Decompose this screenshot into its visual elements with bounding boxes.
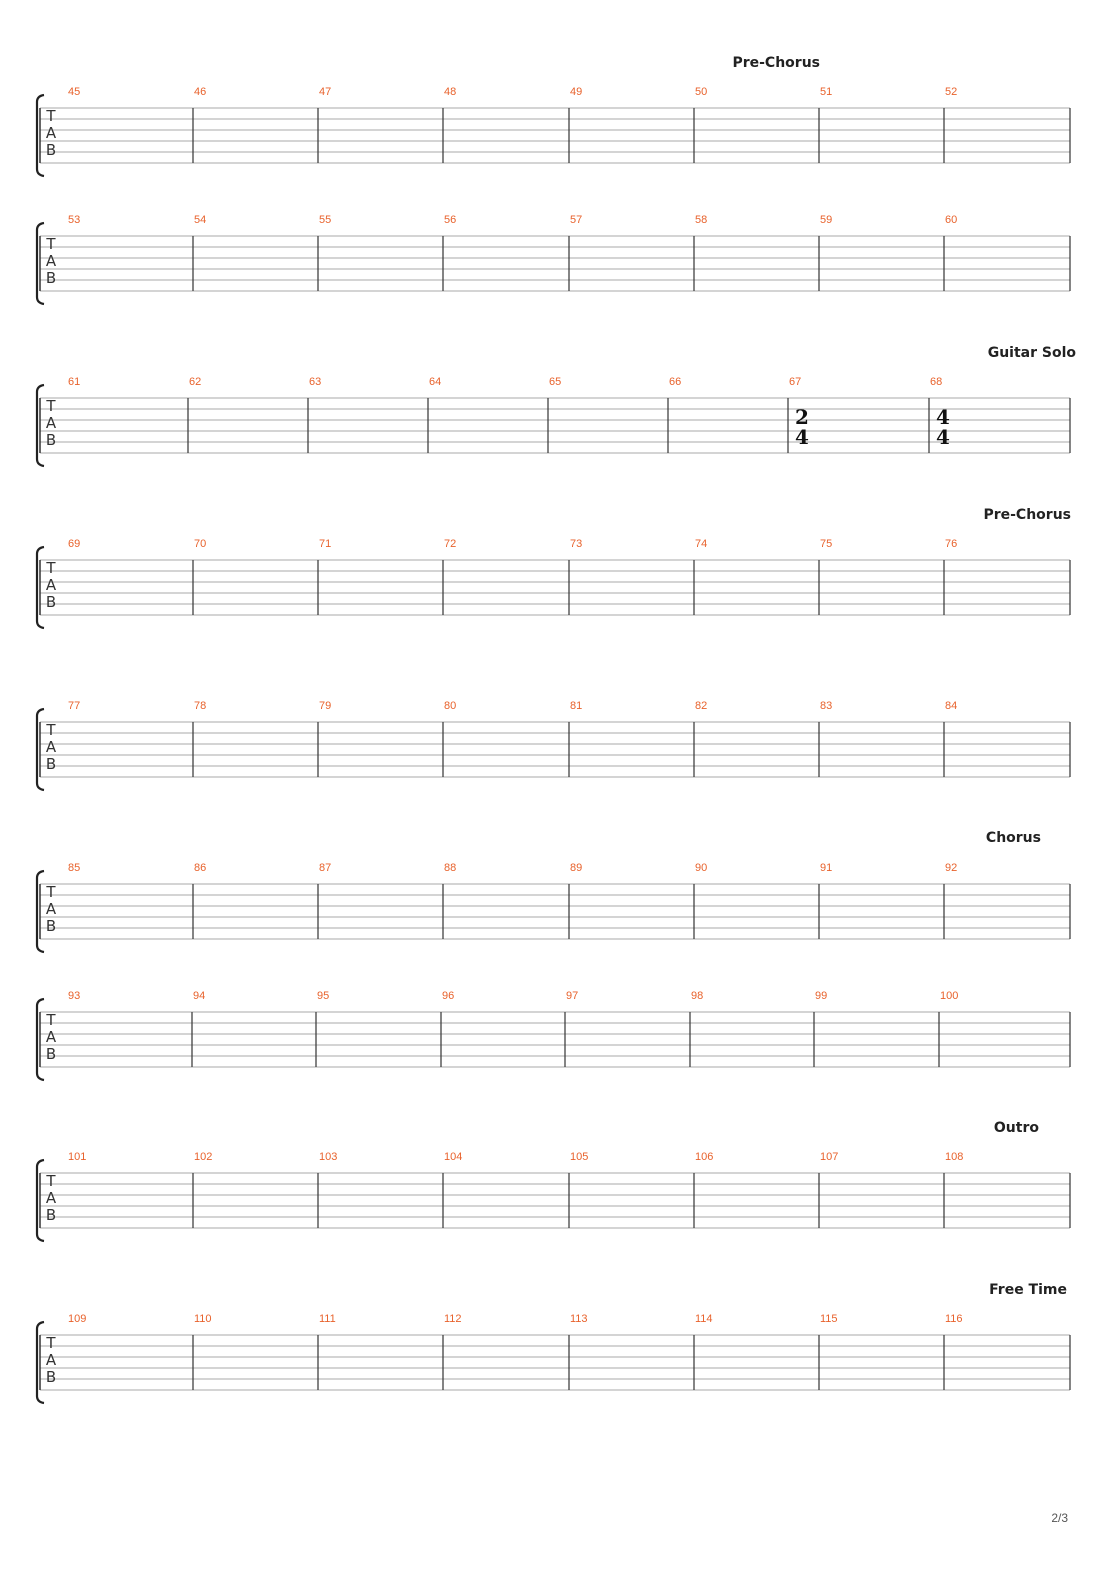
tab-clef-letter: A [45, 738, 57, 756]
tab-system [37, 1282, 1070, 1403]
measure-number: 111 [319, 1313, 336, 1325]
measure-number: 113 [570, 1313, 588, 1325]
measure-number: 75 [820, 538, 833, 550]
measure-number: 66 [669, 376, 682, 388]
measure-number: 57 [570, 214, 583, 226]
measure-number: 112 [444, 1313, 462, 1325]
page-number: 2/3 [1051, 1511, 1068, 1525]
measure-number: 90 [695, 862, 708, 874]
measure-number: 46 [194, 86, 207, 98]
measure-number: 99 [815, 990, 828, 1002]
tab-clef-letter: T [46, 1334, 56, 1352]
measure-number: 79 [319, 700, 332, 712]
tab-clef-letter: A [45, 124, 57, 142]
tab-clef-letter: A [45, 1028, 57, 1046]
measure-number: 61 [68, 376, 81, 388]
measure-number: 69 [68, 538, 81, 550]
measure-number: 74 [695, 538, 708, 550]
measure-number: 51 [820, 86, 833, 98]
section-label: Free Time [989, 1282, 1067, 1298]
tab-clef-letter: T [46, 235, 56, 253]
measure-number: 96 [442, 990, 455, 1002]
tab-clef-letter: T [46, 559, 56, 577]
measure-number: 59 [820, 214, 833, 226]
measure-number: 53 [68, 214, 81, 226]
measure-number: 56 [444, 214, 457, 226]
measure-number: 54 [194, 214, 207, 226]
tab-clef-letter: T [46, 397, 56, 415]
measure-number: 81 [570, 700, 583, 712]
measure-number: 114 [695, 1313, 713, 1325]
measure-number: 58 [695, 214, 708, 226]
tab-system [37, 345, 1076, 466]
measure-number: 107 [820, 1151, 839, 1163]
section-label: Chorus [985, 830, 1041, 846]
measure-number: 110 [194, 1313, 212, 1325]
measure-number: 94 [193, 990, 206, 1002]
measure-number: 55 [319, 214, 332, 226]
measure-number: 49 [570, 86, 583, 98]
time-signature-bottom: 4 [795, 425, 809, 449]
measure-number: 98 [691, 990, 704, 1002]
measure-number: 78 [194, 700, 207, 712]
tab-clef-letter: A [45, 900, 57, 918]
measure-number: 105 [570, 1151, 589, 1163]
measure-number: 68 [930, 376, 943, 388]
measure-number: 77 [68, 700, 81, 712]
measure-number: 109 [68, 1313, 87, 1325]
measure-number: 50 [695, 86, 708, 98]
tab-clef-letter: T [46, 1172, 56, 1190]
measure-number: 67 [789, 376, 802, 388]
tab-clef-letter: B [45, 269, 57, 287]
tab-clef-letter: A [45, 1351, 57, 1369]
tab-clef-letter: B [45, 1368, 57, 1386]
measure-number: 86 [194, 862, 207, 874]
measure-number: 91 [820, 862, 833, 874]
tab-clef-letter: B [45, 1045, 57, 1063]
tab-clef-letter: A [45, 1189, 57, 1207]
tab-clef-letter: A [45, 576, 57, 594]
measure-number: 73 [570, 538, 583, 550]
tab-clef-letter: B [45, 917, 57, 935]
time-signature-top: 2 [795, 405, 809, 429]
section-label: Pre-Chorus [983, 507, 1071, 523]
measure-number: 95 [317, 990, 330, 1002]
measure-number: 84 [945, 700, 958, 712]
measure-number: 83 [820, 700, 833, 712]
measure-number: 89 [570, 862, 583, 874]
measure-number: 82 [695, 700, 708, 712]
measure-number: 62 [189, 376, 202, 388]
time-signature [795, 405, 809, 449]
measure-number: 116 [945, 1313, 963, 1325]
measure-number: 45 [68, 86, 81, 98]
section-label: Guitar Solo [987, 345, 1076, 361]
measure-number: 71 [319, 538, 332, 550]
measure-number: 76 [945, 538, 958, 550]
tab-system [37, 1120, 1070, 1241]
tab-clef-letter: B [45, 431, 57, 449]
tab-clef-letter: B [45, 755, 57, 773]
tab-clef-letter: T [46, 1011, 56, 1029]
measure-number: 64 [429, 376, 442, 388]
measure-number: 70 [194, 538, 207, 550]
tab-clef-letter: A [45, 414, 57, 432]
measure-number: 48 [444, 86, 457, 98]
time-signature [936, 405, 950, 449]
measure-number: 108 [945, 1151, 964, 1163]
tab-clef-letter: B [45, 1206, 57, 1224]
tab-clef-letter: B [45, 593, 57, 611]
measure-number: 100 [940, 990, 959, 1002]
measure-number: 72 [444, 538, 457, 550]
measure-number: 52 [945, 86, 958, 98]
section-label: Pre-Chorus [732, 55, 820, 71]
tab-clef-letter: T [46, 107, 56, 125]
measure-number: 80 [444, 700, 457, 712]
measure-number: 102 [194, 1151, 213, 1163]
tab-clef-letter: B [45, 141, 57, 159]
tab-system [37, 214, 1070, 304]
tab-system [37, 990, 1070, 1080]
measure-number: 103 [319, 1151, 338, 1163]
tab-clef-letter: T [46, 883, 56, 901]
measure-number: 60 [945, 214, 958, 226]
tab-system [37, 700, 1070, 790]
time-signature-top: 4 [936, 405, 950, 429]
measure-number: 85 [68, 862, 81, 874]
time-signature-bottom: 4 [936, 425, 950, 449]
tab-system [37, 507, 1071, 628]
measure-number: 93 [68, 990, 81, 1002]
measure-number: 65 [549, 376, 562, 388]
tab-system [37, 55, 1070, 176]
measure-number: 47 [319, 86, 332, 98]
measure-number: 106 [695, 1151, 714, 1163]
measure-number: 87 [319, 862, 332, 874]
tab-clef-letter: T [46, 721, 56, 739]
measure-number: 101 [68, 1151, 87, 1163]
measure-number: 63 [309, 376, 322, 388]
measure-number: 104 [444, 1151, 463, 1163]
tab-clef-letter: A [45, 252, 57, 270]
tab-system [37, 830, 1070, 952]
measure-number: 97 [566, 990, 579, 1002]
measure-number: 115 [820, 1313, 838, 1325]
measure-number: 92 [945, 862, 958, 874]
section-label: Outro [993, 1120, 1039, 1136]
measure-number: 88 [444, 862, 457, 874]
